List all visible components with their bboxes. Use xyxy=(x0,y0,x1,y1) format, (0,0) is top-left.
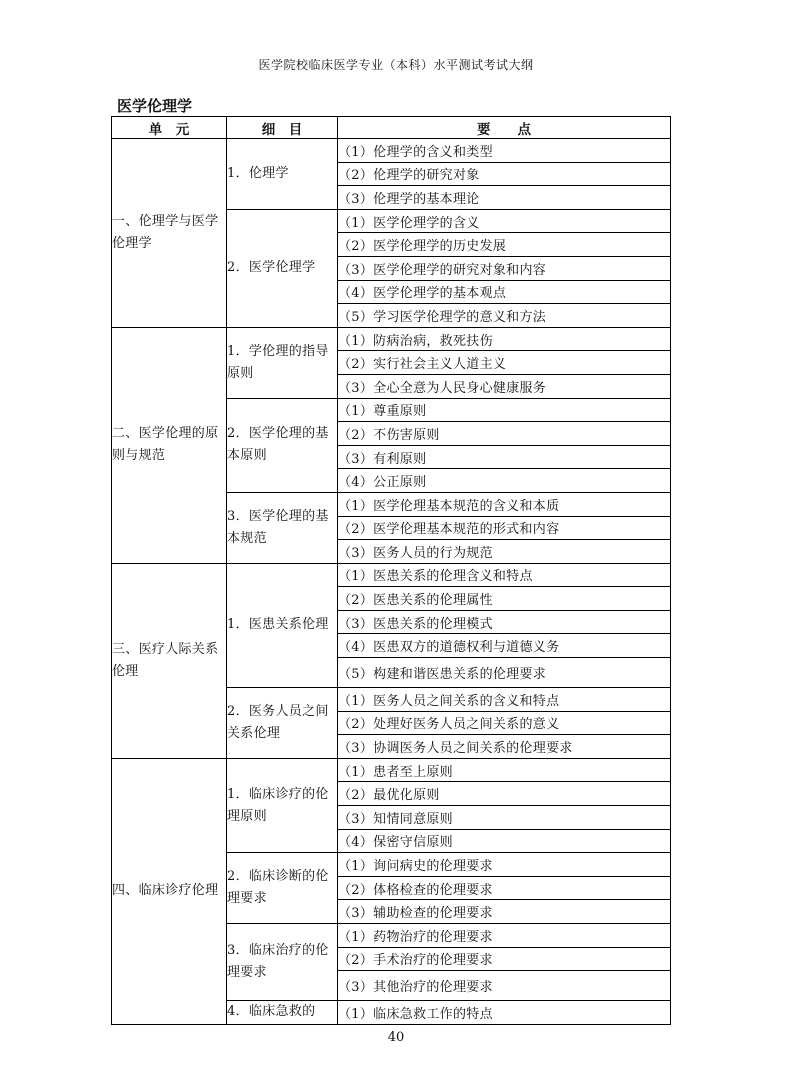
point-cell: （1）询问病史的伦理要求 xyxy=(338,853,671,877)
running-head: 医学院校临床医学专业（本科）水平测试考试大纲 xyxy=(258,58,534,72)
detail-cell: 2．医学伦理的基本原则 xyxy=(227,398,338,492)
point-cell: （5）构建和谐医患关系的伦理要求 xyxy=(338,658,671,688)
detail-cell: 1．伦理学 xyxy=(227,139,338,210)
detail-cell: 2．医学伦理学 xyxy=(227,209,338,327)
section-title: 医学伦理学 xyxy=(117,97,193,115)
point-cell: （2）医患关系的伦理属性 xyxy=(338,587,671,611)
table-header-row xyxy=(112,117,671,139)
point-cell: （1）药物治疗的伦理要求 xyxy=(338,924,671,948)
point-cell: （1）防病治病，救死扶伤 xyxy=(338,327,671,351)
detail-cell: 4．临床急救的 xyxy=(227,1001,338,1025)
table-row xyxy=(112,139,671,163)
page-number: 40 xyxy=(387,1030,405,1045)
unit-cell: 四、临床诊疗伦理 xyxy=(112,758,227,1024)
detail-cell: 1．临床诊疗的伦理原则 xyxy=(227,758,338,852)
unit-cell: 三、医疗人际关系伦理 xyxy=(112,563,227,758)
point-cell: （1）医学伦理基本规范的含义和本质 xyxy=(338,492,671,516)
header-detail: 细 目 xyxy=(227,117,338,139)
point-cell: （1）医学伦理学的含义 xyxy=(338,209,671,233)
point-cell: （2）医学伦理学的历史发展 xyxy=(338,233,671,257)
point-cell: （4）医学伦理学的基本观点 xyxy=(338,280,671,304)
point-cell: （3）医学伦理学的研究对象和内容 xyxy=(338,256,671,280)
point-cell: （3）有利原则 xyxy=(338,445,671,469)
syllabus-table xyxy=(111,116,671,1025)
point-cell: （2）最优化原则 xyxy=(338,782,671,806)
point-cell: （4）公正原则 xyxy=(338,469,671,493)
point-cell: （2）伦理学的研究对象 xyxy=(338,162,671,186)
point-cell: （1）尊重原则 xyxy=(338,398,671,422)
point-cell: （1）患者至上原则 xyxy=(338,758,671,782)
point-cell: （2）医学伦理基本规范的形式和内容 xyxy=(338,516,671,540)
point-cell: （1）医患关系的伦理含义和特点 xyxy=(338,563,671,587)
point-cell: （1）伦理学的含义和类型 xyxy=(338,139,671,163)
point-cell: （2）处理好医务人员之间关系的意义 xyxy=(338,711,671,735)
detail-cell: 2．医务人员之间关系伦理 xyxy=(227,688,338,759)
point-cell: （2）不伤害原则 xyxy=(338,422,671,446)
point-cell: （3）医务人员的行为规范 xyxy=(338,540,671,564)
point-cell: （3）伦理学的基本理论 xyxy=(338,186,671,210)
detail-cell: 2．临床诊断的伦理要求 xyxy=(227,853,338,924)
unit-cell: 一、伦理学与医学伦理学 xyxy=(112,139,227,328)
point-cell: （4）保密守信原则 xyxy=(338,829,671,853)
detail-cell: 3．医学伦理的基本规范 xyxy=(227,492,338,563)
point-cell: （3）其他治疗的伦理要求 xyxy=(338,971,671,1001)
header-unit: 单 元 xyxy=(112,117,227,139)
detail-cell: 3．临床治疗的伦理要求 xyxy=(227,924,338,1001)
unit-cell: 二、医学伦理的原则与规范 xyxy=(112,327,227,563)
point-cell: （2）实行社会主义人道主义 xyxy=(338,351,671,375)
point-cell: （4）医患双方的道德权利与道德义务 xyxy=(338,634,671,658)
table-row xyxy=(112,758,671,782)
point-cell: （2）体格检查的伦理要求 xyxy=(338,876,671,900)
point-cell: （3）协调医务人员之间关系的伦理要求 xyxy=(338,735,671,759)
table-row xyxy=(112,563,671,587)
point-cell: （3）知情同意原则 xyxy=(338,806,671,830)
point-cell: （3）医患关系的伦理模式 xyxy=(338,610,671,634)
point-cell: （3）全心全意为人民身心健康服务 xyxy=(338,374,671,398)
detail-cell: 1．学伦理的指导原则 xyxy=(227,327,338,398)
point-cell: （1）医务人员之间关系的含义和特点 xyxy=(338,688,671,712)
table-row xyxy=(112,327,671,351)
point-cell: （3）辅助检查的伦理要求 xyxy=(338,900,671,924)
point-cell: （5）学习医学伦理学的意义和方法 xyxy=(338,304,671,328)
detail-cell: 1．医患关系伦理 xyxy=(227,563,338,687)
header-points: 要 点 xyxy=(338,117,671,139)
point-cell: （2）手术治疗的伦理要求 xyxy=(338,947,671,971)
point-cell: （1）临床急救工作的特点 xyxy=(338,1001,671,1025)
